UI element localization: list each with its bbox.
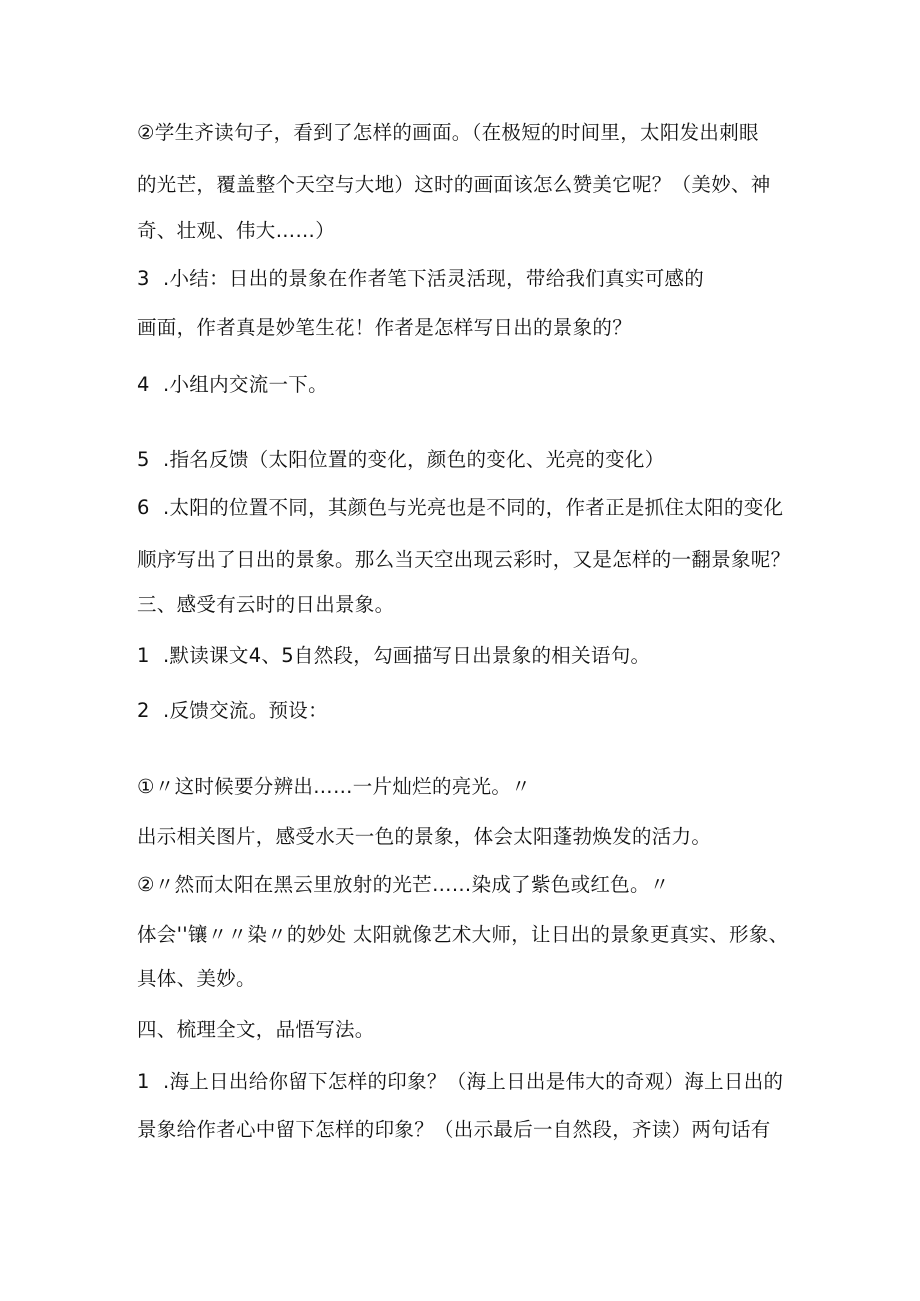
numbered-line (137, 372, 328, 398)
line-text: .太阳的位置不同，其颜色与光亮也是不同的，作者正是抓住太阳的变化 (163, 496, 784, 519)
numbered-line (137, 495, 783, 521)
numbered-line (137, 266, 704, 292)
section-heading: 三、感受有云时的日出景象。 (137, 593, 395, 616)
line-number: 6 (137, 496, 150, 519)
paragraph-line: ②〃然而太阳在黑云里放射的光芒……染成了紫色或红色。〃 (137, 873, 670, 896)
line-number: 1 (137, 644, 150, 667)
line-text: .小组内交流一下。 (163, 373, 328, 396)
paragraph-line: ②学生齐读句子，看到了怎样的画面。（在极短的时间里，太阳发出刺眼 (137, 121, 759, 144)
line-number: 4 (137, 373, 150, 396)
section-heading: 四、梳理全文，品悟写法。 (137, 1018, 375, 1041)
line-number: 3 (137, 267, 150, 290)
paragraph-line: ①〃这时候要分辨出……一片灿烂的亮光。〃 (137, 775, 531, 798)
numbered-line (137, 643, 650, 669)
paragraph-line: 景象给作者心中留下怎样的印象？（出示最后一自然段，齐读）两句话有 (137, 1118, 771, 1141)
line-text: .海上日出给你留下怎样的印象？（海上日出是伟大的奇观）海上日出的 (163, 1070, 784, 1093)
numbered-line (137, 1069, 783, 1095)
paragraph-line: 画面，作者真是妙笔生花！作者是怎样写日出的景象的？ (137, 316, 633, 339)
numbered-line (137, 447, 665, 473)
line-number: 1 (137, 1070, 150, 1093)
line-text: .小结：日出的景象在作者笔下活灵活现，带给我们真实可感的 (163, 267, 705, 290)
line-text: .指名反馈（太阳位置的变化，颜色的变化、光亮的变化） (163, 448, 665, 471)
line-number: 5 (137, 448, 150, 471)
paragraph-line: 顺序写出了日出的景象。那么当天空出现云彩时，又是怎样的一翻景象呢？ (137, 548, 791, 571)
line-number: 2 (137, 699, 150, 722)
numbered-line (137, 698, 328, 724)
paragraph-line: 出示相关图片，感受水天一色的景象，体会太阳蓬勃焕发的活力。 (137, 825, 712, 848)
line-text: .反馈交流。预设： (163, 699, 328, 722)
line-text: .默读课文4、5自然段，勾画描写日出景象的相关语句。 (163, 644, 651, 667)
paragraph-line: 体会''镶〃〃染〃的妙处 太阳就像艺术大师，让日出的景象更真实、形象、 (137, 923, 789, 946)
paragraph-line: 的光芒，覆盖整个天空与大地）这时的画面该怎么赞美它呢？（美妙、神 (137, 173, 771, 196)
paragraph-line: 具体、美妙。 (137, 967, 256, 990)
paragraph-line: 奇、壮观、伟大……） (137, 219, 335, 242)
